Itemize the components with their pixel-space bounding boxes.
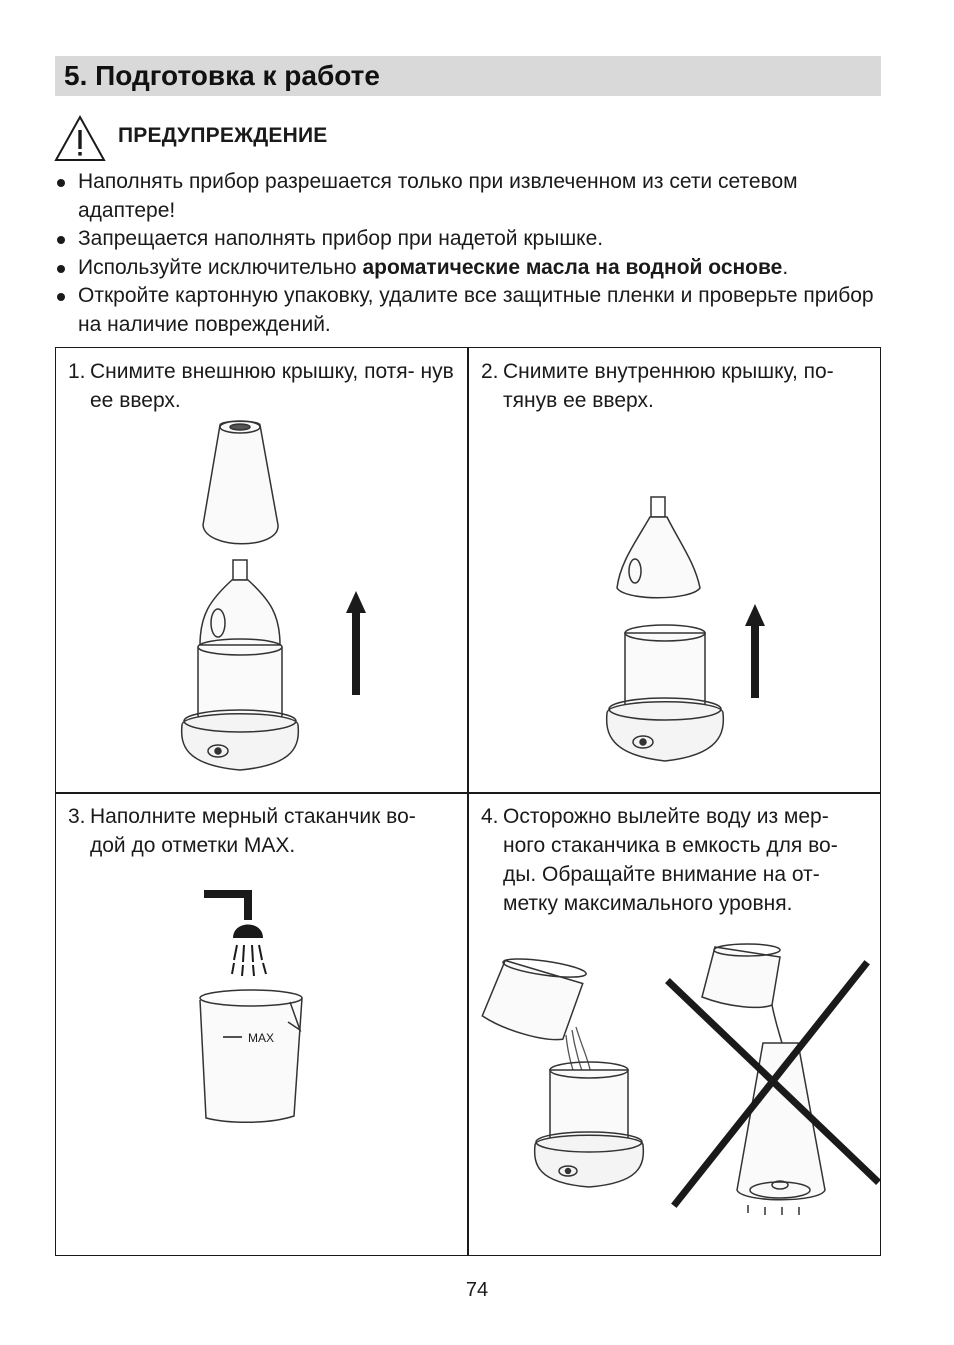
warning-bullet-list: [55, 168, 885, 339]
max-mark-label: MAX: [248, 1031, 275, 1045]
faucet-icon: [204, 894, 263, 938]
step-number: 1.: [68, 360, 86, 383]
warning-bullet: Наполнять прибор разрешается только при извлеченном из сети сетевом адаптере!: [55, 168, 885, 225]
section-title: 5. Подготовка к работе: [64, 60, 380, 91]
step-1: [68, 357, 456, 415]
step-text: Наполните мерный стаканчик во- дой до отметки MAX.: [90, 805, 416, 857]
warning-triangle-icon: [54, 114, 106, 162]
step-number: 2.: [481, 360, 499, 383]
warning-bullet: Откройте картонную упаковку, удалите все защитные пленки и проверьте прибор на наличие повреждений.: [55, 282, 885, 339]
bullet-bold-text: ароматические масла на водной основе: [362, 255, 783, 279]
warning-bullet: Запрещается наполнять прибор при надетой крышке.: [55, 225, 885, 254]
illustration-pour-water: [480, 935, 880, 1220]
measuring-cup-icon: [200, 990, 302, 1122]
step-text: Снимите внутреннюю крышку, по- тянув ее вверх.: [503, 360, 834, 412]
grid-divider-vertical: [467, 347, 469, 1256]
tilted-cup-wrong-icon: [702, 944, 783, 1047]
tilted-cup-icon: [480, 955, 587, 1043]
section-header-bar: [55, 56, 881, 96]
illustration-remove-inner-cover: [595, 493, 795, 778]
grid-divider-horizontal: [55, 792, 881, 794]
water-tank-icon: [535, 1062, 644, 1187]
water-tank-icon: [607, 625, 724, 761]
arrow-up-icon: [745, 604, 765, 698]
step-3: [68, 802, 456, 860]
illustration-remove-outer-cover: [170, 415, 410, 780]
illustration-fill-cup: [190, 890, 310, 1125]
warning-title: ПРЕДУПРЕЖДЕНИЕ: [118, 124, 328, 147]
outer-cover-icon: [203, 421, 278, 544]
step-number: 3.: [68, 805, 86, 828]
warning-bullet: [55, 254, 885, 283]
inner-cover-icon: [617, 497, 700, 598]
water-spray-icon: [232, 945, 266, 976]
bullet-text: .: [782, 255, 789, 279]
diffuser-base-icon: [182, 560, 299, 770]
step-2: [481, 357, 873, 415]
arrow-up-icon: [346, 591, 366, 695]
step-4: [481, 802, 873, 918]
bullet-text: Используйте исключительно: [78, 255, 363, 279]
step-text: Осторожно вылейте воду из мер- ного стаканчика в емкость для во- ды. Обращайте внимание на от- метку максимального уровня.: [503, 805, 838, 915]
step-text: Снимите внешнюю крышку, потя- нув ее вверх.: [90, 360, 454, 412]
page-number: 74: [465, 1279, 489, 1301]
step-number: 4.: [481, 805, 499, 828]
